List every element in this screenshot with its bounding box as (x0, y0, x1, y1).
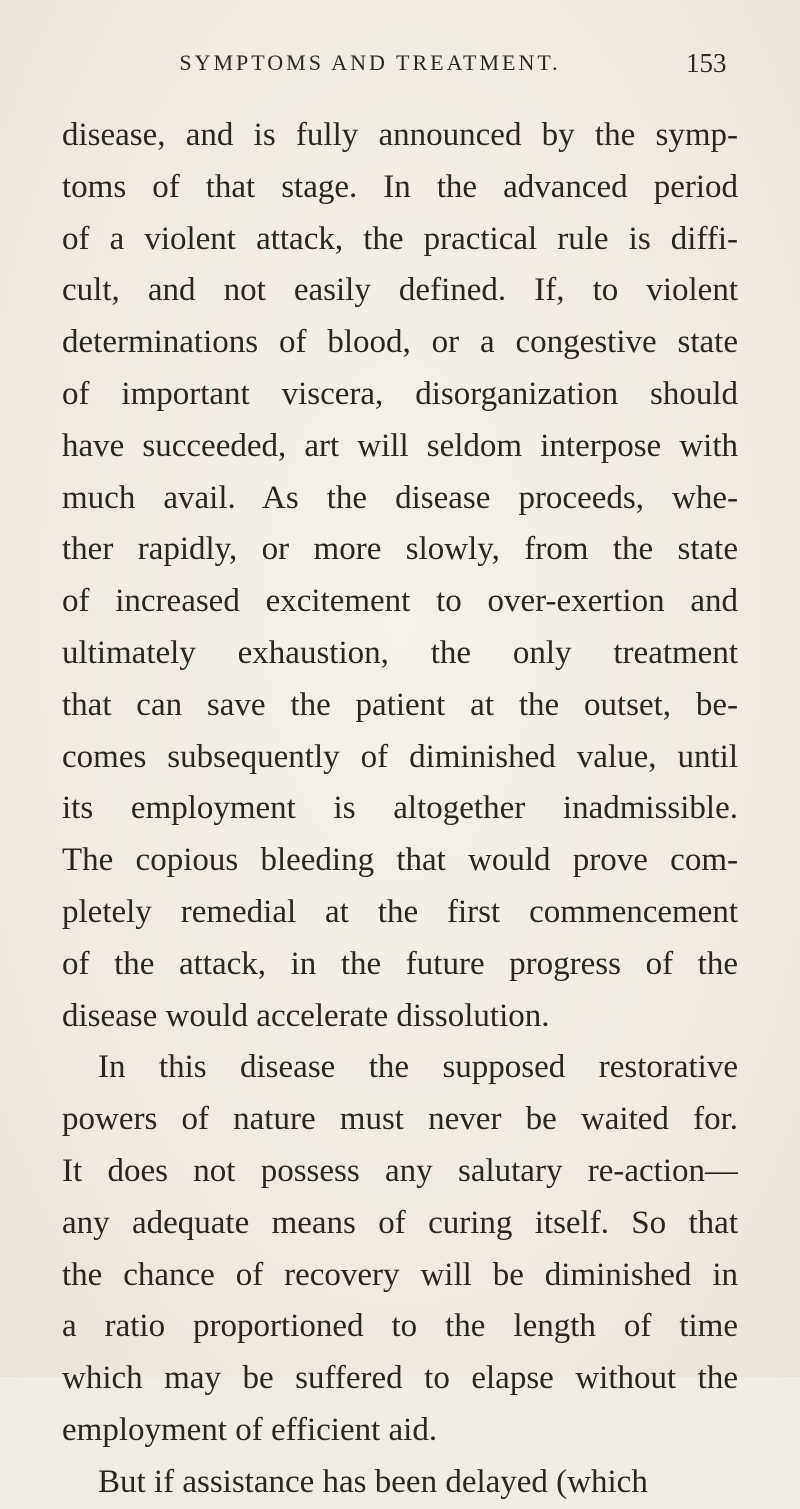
text-line: of important viscera, disorganization should (62, 375, 738, 412)
text-line: cult, and not easily defined. If, to violent (62, 272, 738, 309)
body-text (62, 110, 738, 1509)
text-line: ther rapidly, or more slowly, from the state (62, 531, 738, 568)
text-line: toms of that stage. In the advanced period (62, 168, 738, 205)
text-line: disease, and is fully announced by the symp- (62, 117, 738, 153)
text-line: that can save the patient at the outset, be- (62, 686, 738, 723)
text-line: It does not possess any salutary re-action— (62, 1152, 738, 1189)
text-line: The copious bleeding that would prove com- (62, 842, 738, 879)
text-line: pletely remedial at the first commencement (62, 893, 738, 930)
text-line: its employment is altogether inadmissible. (62, 790, 738, 827)
text-line: employment of efficient aid. (62, 1411, 438, 1448)
text-line: of increased excitement to over-exertion and (62, 583, 738, 620)
text-line: comes subsequently of diminished value, until (62, 738, 738, 775)
text-line: determinations of blood, or a congestive state (62, 324, 738, 361)
text-line: have succeeded, art will seldom interpose with (62, 427, 738, 464)
text-line: ultimately exhaustion, the only treatment (62, 634, 738, 671)
text-line: In this disease the supposed restorative (98, 1049, 738, 1086)
page-number: 153 (686, 48, 727, 78)
text-line: of the attack, in the future progress of the (62, 945, 738, 982)
text-line: much avail. As the disease proceeds, whe- (62, 479, 738, 516)
text-line: the chance of recovery will be diminished in (62, 1256, 738, 1293)
text-line: of a violent attack, the practical rule is diffi- (62, 220, 738, 257)
text-line: which may be suffered to elapse without the (62, 1360, 738, 1397)
text-line: powers of nature must never be waited for. (62, 1101, 738, 1138)
text-line: disease would accelerate dissolution. (62, 997, 550, 1034)
running-head: SYMPTOMS AND TREATMENT. (179, 50, 561, 75)
text-line: any adequate means of curing itself. So that (62, 1204, 738, 1241)
text-line: a ratio proportioned to the length of time (62, 1308, 738, 1345)
text-line: But if assistance has been delayed (which (98, 1463, 648, 1500)
